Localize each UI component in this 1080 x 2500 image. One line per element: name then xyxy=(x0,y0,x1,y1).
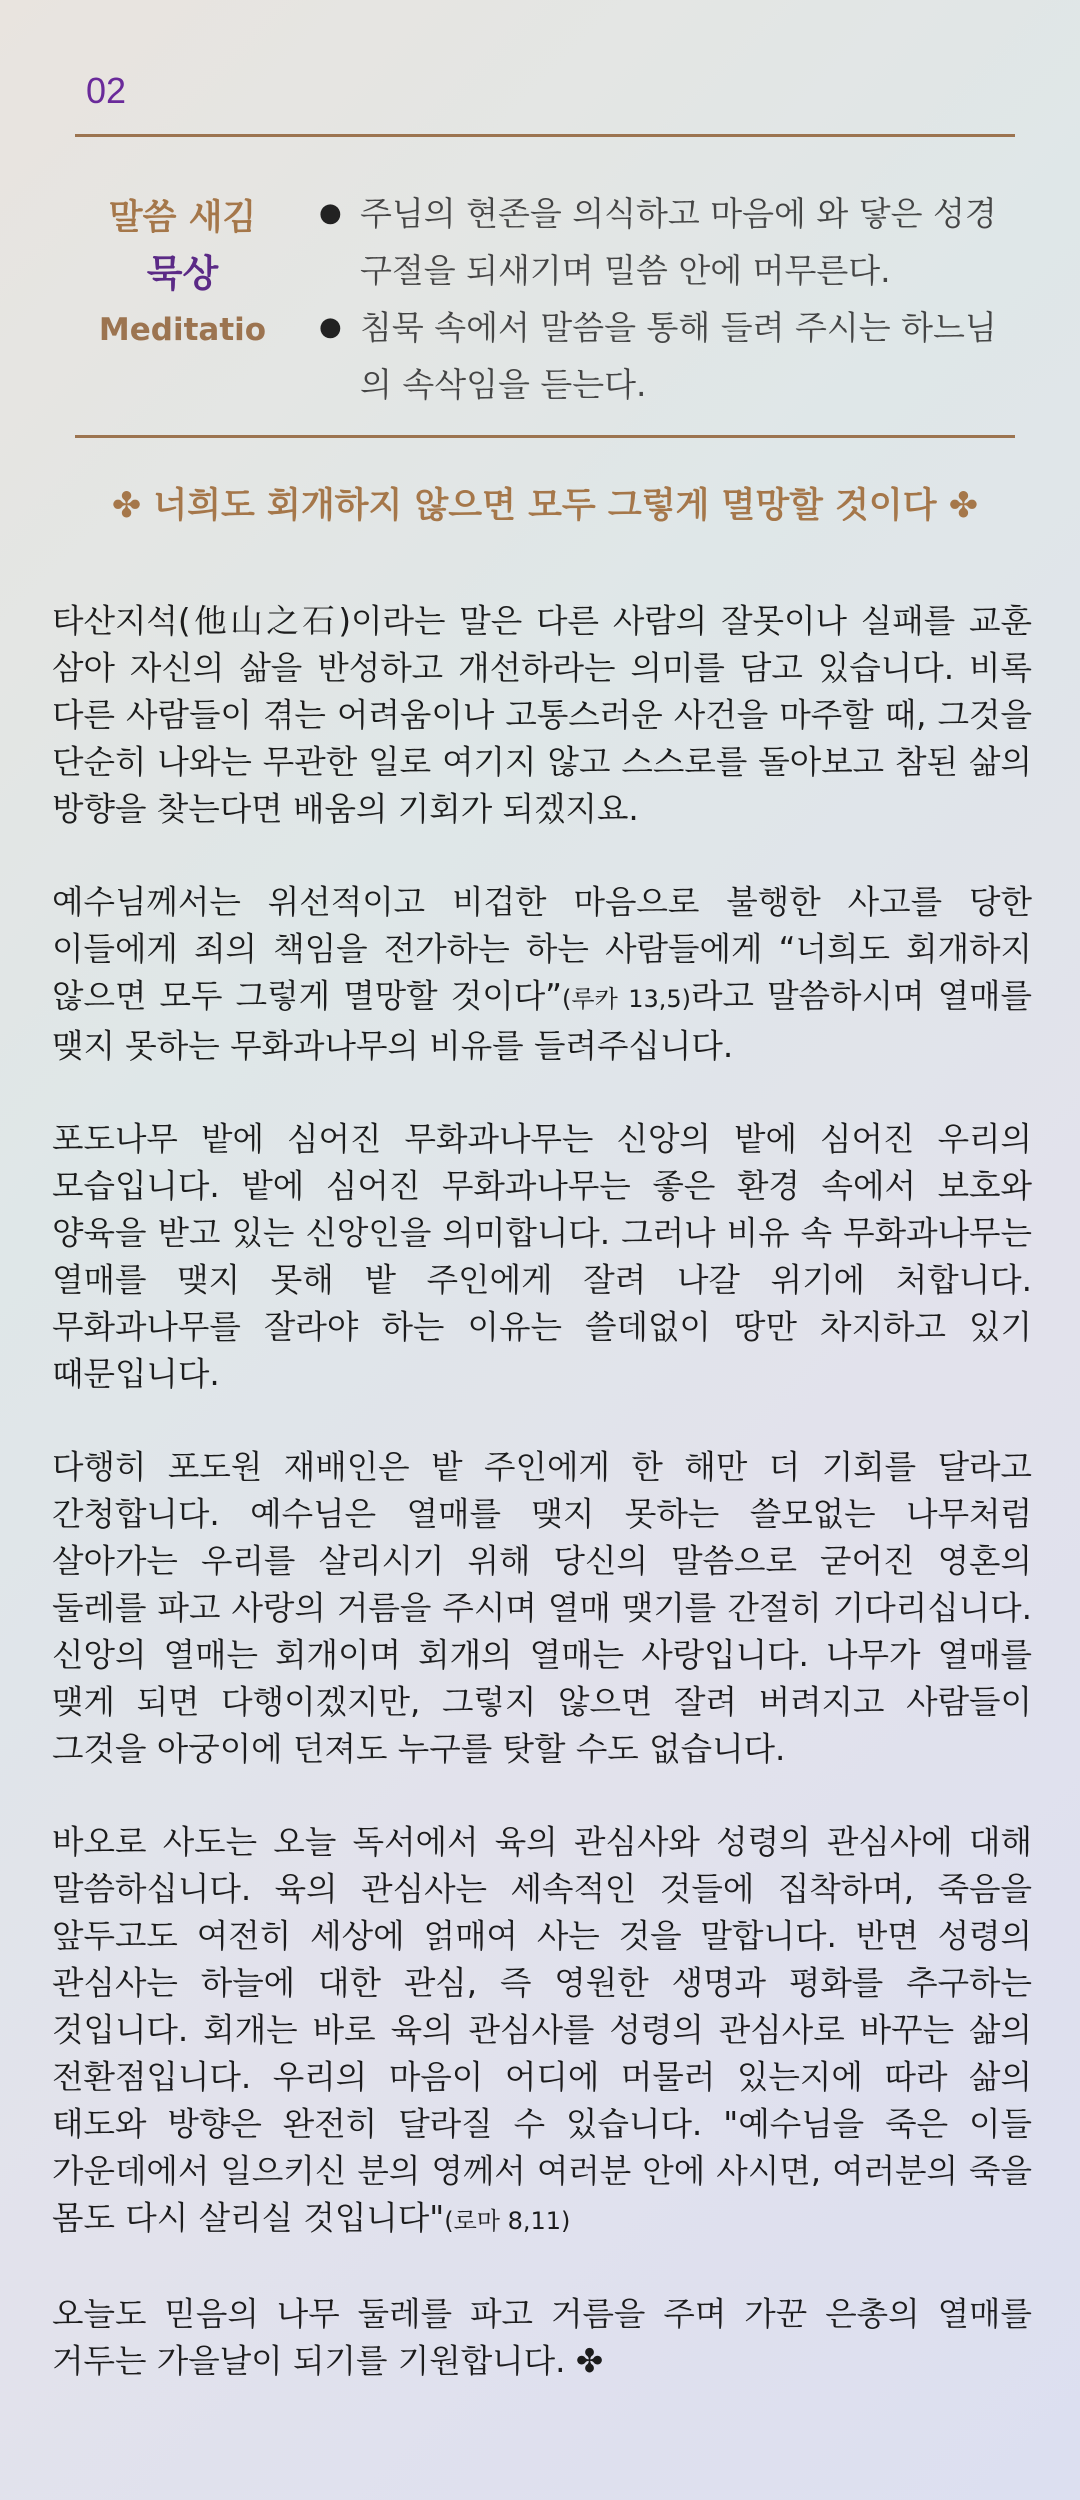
reflection-heading: ✤ 너희도 회개하지 않으면 모두 그렇게 멸망할 것이다 ✤ xyxy=(111,486,979,526)
meditatio-title: 말씀 새김 xyxy=(108,198,257,238)
top-divider xyxy=(75,134,1015,137)
scripture-reference: (로마 8,11) xyxy=(444,2207,571,2235)
section-number: 02 xyxy=(86,70,127,111)
paragraph-6: 오늘도 믿음의 나무 둘레를 파고 거름을 주며 가꾼 은총의 열매를 거두는 가을날이 되기를 기원합니다. ✤ xyxy=(52,2295,1032,2380)
meditatio-subtitle: 묵상 xyxy=(146,252,219,295)
paragraph-2 xyxy=(52,879,1032,1070)
reflection-body xyxy=(52,598,1032,2431)
instruction-item: ● 주님의 현존을 의식하고 마음에 와 닿은 성경구절을 되새기며 밀씀 안에 머무른다. xyxy=(315,185,1015,299)
meditatio-latin: Meditatio xyxy=(98,312,267,348)
instruction-item: ● 침묵 속에서 말씀을 통해 들려 주시는 하느님의 속삭임을 듣는다. xyxy=(315,299,1015,413)
meditatio-label xyxy=(75,190,290,358)
paragraph-2-text: 예수님께서는 위선적이고 비겁한 마음으로 불행한 사고를 당한 이들에게 죄의 책임을 전가하는 하는 사람들에게 “너희도 회개하지 않으면 모두 그렇게 멸망할 것이다” xyxy=(52,883,1032,1015)
paragraph-5 xyxy=(52,1819,1032,2245)
instruction-list xyxy=(315,185,1015,413)
bottom-divider xyxy=(75,435,1015,438)
paragraph-1: 타산지석(他山之石)이라는 말은 다른 사람의 잘못이나 실패를 교훈 삼아 자신의 삶을 반성하고 개선하라는 의미를 담고 있습니다. 비록 다른 사람들이 겪는 어려움이나 고통스러운 사건을 마주할 때, 그것을 단순히 나와는 무관한 일로 여기지 않고 스스로를 돌아보고 참된 삶의 방향을 찾는다면 배움의 기회가 되겠지요. xyxy=(52,602,1032,828)
paragraph-5-text: 바오로 사도는 오늘 독서에서 육의 관심사와 성령의 관심사에 대해 말씀하십니다. 육의 관심사는 세속적인 것들에 집착하며, 죽음을 앞두고도 여전히 세상에 얽매여 사는 것을 말합니다. 반면 성령의 관심사는 하늘에 대한 관심, 즉 영원한 생명과 평화를 추구하는 것입니다. 회개는 바로 육의 관심사를 성령의 관심사로 바꾸는 삶의 전환점입니다. 우리의 마음이 어디에 머물러 있는지에 따라 삶의 태도와 방향은 완전히 달라질 수 있습니다. "예수님을 죽은 이들 가운데에서 일으키신 분의 영께서 여러분 안에 사시면, 여러분의 죽을 몸도 다시 살리실 것입니다" xyxy=(52,1823,1032,2237)
scripture-reference: (루카 13,5) xyxy=(562,985,691,1013)
paragraph-2-end: 라고 말씀하시며 열매를 맺지 못하는 무화과나무의 비유를 들려주십니다. xyxy=(52,977,1032,1065)
paragraph-4: 다행히 포도원 재배인은 밭 주인에게 한 해만 더 기회를 달라고 간청합니다. 예수님은 열매를 맺지 못하는 쓸모없는 나무처럼 살아가는 우리를 살리시기 위해 당신의 말씀으로 굳어진 영혼의 둘레를 파고 사랑의 거름을 주시며 열매 맺기를 간절히 기다리십니다. 신앙의 열매는 회개이며 회개의 열매는 사랑입니다. 나무가 열매를 맺게 되면 다행이겠지만, 그렇지 않으면 잘려 버려지고 사람들이 그것을 아궁이에 던져도 누구를 탓할 수도 없습니다. xyxy=(52,1448,1032,1768)
paragraph-3: 포도나무 밭에 심어진 무화과나무는 신앙의 밭에 심어진 우리의 모습입니다. 밭에 심어진 무화과나무는 좋은 환경 속에서 보호와 양육을 받고 있는 신앙인을 의미합니다. 그러나 비유 속 무화과나무는 열매를 맺지 못해 밭 주인에게 잘려 나갈 위기에 처합니다. 무화과나무를 잘라야 하는 이유는 쓸데없이 땅만 차지하고 있기 때문입니다. xyxy=(52,1120,1032,1393)
